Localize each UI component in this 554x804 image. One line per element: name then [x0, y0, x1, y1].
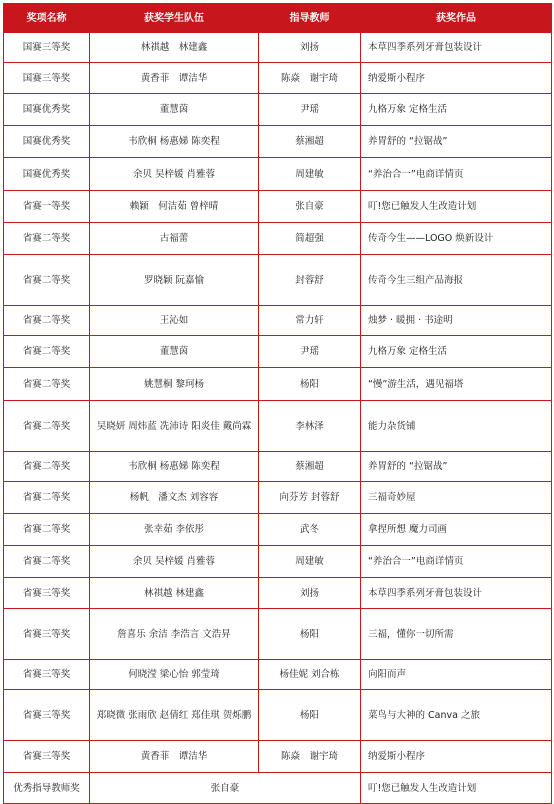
teacher-cell: 杨佳妮 刘合栋	[259, 660, 361, 690]
header-teacher: 指导教师	[259, 4, 361, 33]
work-cell: 菜鸟与大神的 Canva 之旅	[361, 690, 552, 741]
table-body	[4, 33, 552, 804]
table-row	[4, 452, 552, 482]
teacher-cell: 陈焱 谢宇琦	[259, 63, 361, 94]
award-cell: 省赛二等奖	[4, 306, 90, 336]
work-cell: 叮!您已触发人生改造计划	[361, 773, 552, 804]
work-cell: “养治合一”电商详情页	[361, 546, 552, 578]
table-row	[4, 514, 552, 546]
work-cell: 三福奇妙屋	[361, 482, 552, 514]
teacher-cell: 周建敏	[259, 546, 361, 578]
work-cell: 叮!您已触发人生改造计划	[361, 191, 552, 223]
teacher-cell: 张自豪	[259, 191, 361, 223]
table-row	[4, 546, 552, 578]
teacher-cell: 刘扬	[259, 33, 361, 63]
work-cell: 纳爱斯小程序	[361, 741, 552, 773]
teacher-cell: 封蓉舒	[259, 255, 361, 306]
award-cell: 省赛三等奖	[4, 578, 90, 609]
team-cell: 詹喜乐 余洁 李浩言 文浩昇	[90, 609, 259, 660]
teacher-cell: 尹瑶	[259, 336, 361, 368]
table-row	[4, 94, 552, 126]
teacher-cell: 常力轩	[259, 306, 361, 336]
award-cell: 省赛二等奖	[4, 482, 90, 514]
award-cell: 国赛三等奖	[4, 33, 90, 63]
table-row	[4, 158, 552, 191]
work-cell: 本草四季系列牙膏包装设计	[361, 578, 552, 609]
work-cell: 纳爱斯小程序	[361, 63, 552, 94]
table-header	[4, 4, 552, 33]
team-cell: 林祺越 林建鑫	[90, 33, 259, 63]
teacher-cell: 向芬芳 封蓉舒	[259, 482, 361, 514]
award-cell: 省赛三等奖	[4, 660, 90, 690]
work-cell: 向阳而声	[361, 660, 552, 690]
team-cell: 姚慧桐 黎珂杨	[90, 368, 259, 401]
work-cell: 九格万象 定格生活	[361, 336, 552, 368]
award-cell: 国赛优秀奖	[4, 158, 90, 191]
table-row	[4, 191, 552, 223]
work-cell: “慢”游生活，遇见福塔	[361, 368, 552, 401]
table-row	[4, 482, 552, 514]
table-row	[4, 660, 552, 690]
table-row	[4, 255, 552, 306]
work-cell: 烛梦 · 暖拥 · 书途明	[361, 306, 552, 336]
award-cell: 国赛三等奖	[4, 63, 90, 94]
teacher-cell: 杨阳	[259, 609, 361, 660]
team-cell: 余贝 吴梓媛 肖雅蓉	[90, 158, 259, 191]
table-row	[4, 690, 552, 741]
work-cell: 传奇今生——LOGO 焕新设计	[361, 223, 552, 255]
table-row	[4, 336, 552, 368]
team-cell: 余贝 吴梓媛 肖雅蓉	[90, 546, 259, 578]
table-row	[4, 63, 552, 94]
team-cell: 张幸茹 李依彤	[90, 514, 259, 546]
award-cell: 省赛三等奖	[4, 690, 90, 741]
work-cell: 养胃舒的 “拉锯战”	[361, 452, 552, 482]
team-cell: 罗晓颖 阮嘉愉	[90, 255, 259, 306]
team-cell: 何晓滢 梁心怡 郭莹琦	[90, 660, 259, 690]
team-cell: 黄香菲 谭洁华	[90, 741, 259, 773]
teacher-cell: 蔡湘超	[259, 126, 361, 158]
teacher-cell: 杨阳	[259, 690, 361, 741]
team-cell: 古福蕾	[90, 223, 259, 255]
table-row	[4, 33, 552, 63]
teacher-cell: 陈焱 谢宇琦	[259, 741, 361, 773]
team-cell: 杨帆 潘文杰 刘容容	[90, 482, 259, 514]
team-cell: 郑晓微 张雨欣 赵倩红 郑佳琪 贺烁鹏	[90, 690, 259, 741]
work-cell: 九格万象 定格生活	[361, 94, 552, 126]
teacher-cell: 蔡湘超	[259, 452, 361, 482]
teacher-cell: 杨阳	[259, 368, 361, 401]
awards-table	[3, 3, 552, 804]
work-cell: 本草四季系列牙膏包装设计	[361, 33, 552, 63]
team-cell: 林祺越 林建鑫	[90, 578, 259, 609]
team-cell: 董慧茵	[90, 94, 259, 126]
work-cell: 三福，懂你一切所需	[361, 609, 552, 660]
award-cell: 省赛二等奖	[4, 546, 90, 578]
team-cell: 董慧茵	[90, 336, 259, 368]
teacher-cell: 周建敏	[259, 158, 361, 191]
award-cell: 省赛二等奖	[4, 223, 90, 255]
table-row	[4, 609, 552, 660]
work-cell: 能力杂货铺	[361, 401, 552, 452]
table-row	[4, 306, 552, 336]
work-cell: “养治合一”电商详情页	[361, 158, 552, 191]
teacher-cell: 刘扬	[259, 578, 361, 609]
team-cell: 王沁如	[90, 306, 259, 336]
team-cell: 吴晓妍 周炜蓝 冼沛诗 阳炎佳 戴尚霖	[90, 401, 259, 452]
award-cell: 省赛二等奖	[4, 514, 90, 546]
teacher-cell: 简超强	[259, 223, 361, 255]
table-row	[4, 773, 552, 804]
header-team: 获奖学生队伍	[90, 4, 259, 33]
header-award: 奖项名称	[4, 4, 90, 33]
teacher-cell: 尹瑶	[259, 94, 361, 126]
header-row	[4, 4, 552, 33]
header-work: 获奖作品	[361, 4, 552, 33]
award-cell: 省赛一等奖	[4, 191, 90, 223]
award-cell: 优秀指导教师奖	[4, 773, 90, 804]
table-row	[4, 741, 552, 773]
team-cell: 黄香菲 谭洁华	[90, 63, 259, 94]
teacher-cell: 武冬	[259, 514, 361, 546]
award-cell: 国赛优秀奖	[4, 126, 90, 158]
work-cell: 传奇今生三组产品海报	[361, 255, 552, 306]
team-cell: 韦欣桐 杨惠娣 陈奕程	[90, 452, 259, 482]
team-cell: 韦欣桐 杨惠娣 陈奕程	[90, 126, 259, 158]
award-cell: 省赛二等奖	[4, 336, 90, 368]
award-cell: 省赛二等奖	[4, 255, 90, 306]
work-cell: 拿捏所想 魔力司画	[361, 514, 552, 546]
award-cell: 省赛三等奖	[4, 741, 90, 773]
table-row	[4, 401, 552, 452]
award-cell: 省赛二等奖	[4, 368, 90, 401]
award-cell: 省赛三等奖	[4, 609, 90, 660]
table-row	[4, 578, 552, 609]
table-row	[4, 223, 552, 255]
teacher-award-cell: 张自豪	[90, 773, 361, 804]
teacher-cell: 李林泽	[259, 401, 361, 452]
table-row	[4, 368, 552, 401]
award-cell: 省赛二等奖	[4, 401, 90, 452]
award-cell: 国赛优秀奖	[4, 94, 90, 126]
work-cell: 养胃舒的 “拉锯战”	[361, 126, 552, 158]
team-cell: 赖颖 何洁茹 曾梓晴	[90, 191, 259, 223]
award-cell: 省赛二等奖	[4, 452, 90, 482]
table-row	[4, 126, 552, 158]
